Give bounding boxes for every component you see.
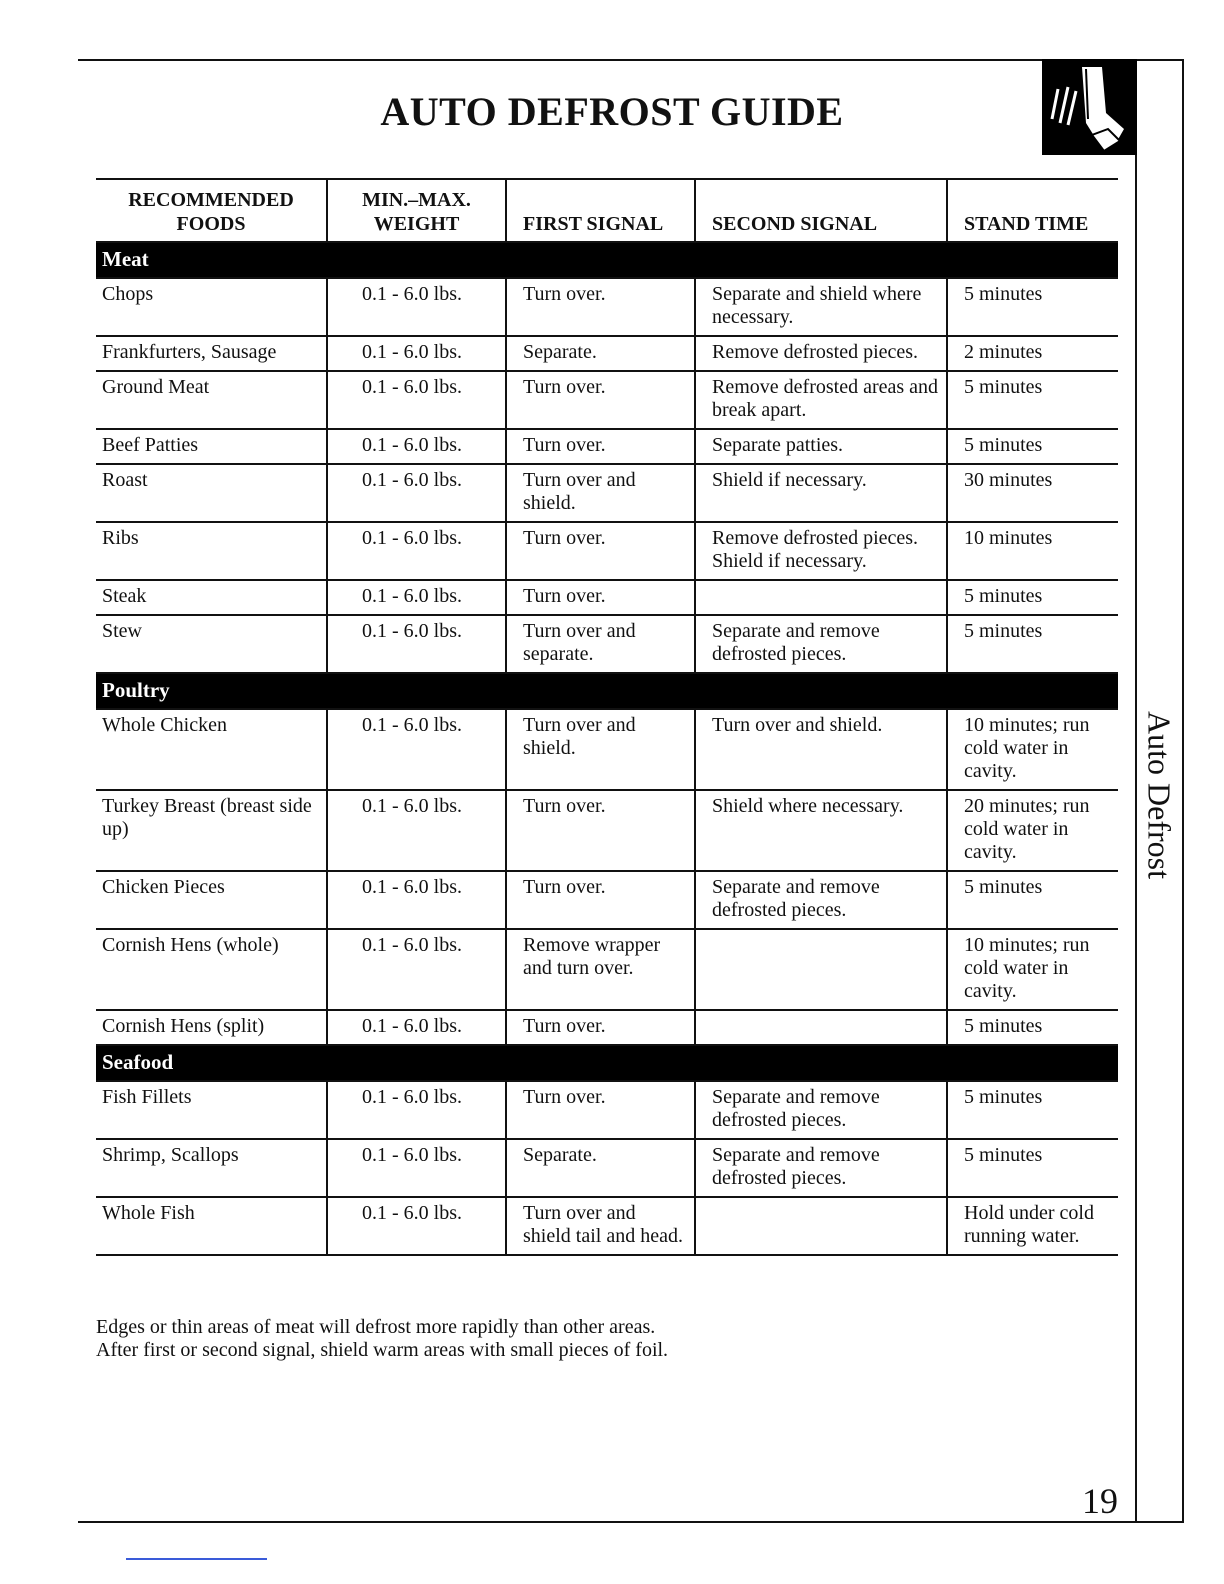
blue-underline-mark (126, 1558, 267, 1560)
header-first-signal: FIRST SIGNAL (506, 179, 695, 242)
stand-time-cell: 5 minutes (947, 580, 1118, 615)
section-row (96, 1045, 1118, 1081)
food-cell: Whole Chicken (96, 709, 327, 790)
stand-time-cell: 5 minutes (947, 615, 1118, 673)
stand-time-cell: 5 minutes (947, 371, 1118, 429)
second-signal-cell: Separate and remove defrosted pieces. (695, 1081, 947, 1139)
food-cell: Ground Meat (96, 371, 327, 429)
header-weight: MIN.–MAX. WEIGHT (327, 179, 506, 242)
side-tab (1136, 600, 1182, 1000)
header-stand-time: STAND TIME (947, 179, 1118, 242)
second-signal-cell: Remove defrosted pieces. Shield if necessary. (695, 522, 947, 580)
table-row (96, 1197, 1118, 1255)
table-row (96, 929, 1118, 1010)
food-cell: Frankfurters, Sausage (96, 336, 327, 371)
second-signal-cell (695, 1010, 947, 1045)
first-signal-cell: Turn over and separate. (506, 615, 695, 673)
food-cell: Chops (96, 278, 327, 336)
second-signal-cell: Remove defrosted pieces. (695, 336, 947, 371)
weight-cell: 0.1 - 6.0 lbs. (327, 336, 506, 371)
weight-cell: 0.1 - 6.0 lbs. (327, 790, 506, 871)
first-signal-cell: Turn over. (506, 278, 695, 336)
food-cell: Steak (96, 580, 327, 615)
food-cell: Chicken Pieces (96, 871, 327, 929)
first-signal-cell: Separate. (506, 1139, 695, 1197)
stand-time-cell: 2 minutes (947, 336, 1118, 371)
header-recommended-foods: RECOMMENDED FOODS (96, 179, 327, 242)
table-row (96, 464, 1118, 522)
table-row (96, 278, 1118, 336)
first-signal-cell: Turn over. (506, 522, 695, 580)
weight-cell: 0.1 - 6.0 lbs. (327, 871, 506, 929)
footnote: Edges or thin areas of meat will defrost more rapidly than other areas. (96, 1316, 656, 1338)
second-signal-cell: Separate and shield where necessary. (695, 278, 947, 336)
stand-time-cell: 30 minutes (947, 464, 1118, 522)
table-row (96, 615, 1118, 673)
weight-cell: 0.1 - 6.0 lbs. (327, 580, 506, 615)
page-number: 19 (1082, 1481, 1118, 1521)
table-row (96, 580, 1118, 615)
section-row (96, 673, 1118, 709)
second-signal-cell: Separate and remove defrosted pieces. (695, 1139, 947, 1197)
table-row (96, 371, 1118, 429)
section-row (96, 242, 1118, 278)
table-row (96, 336, 1118, 371)
second-signal-cell: Separate patties. (695, 429, 947, 464)
first-signal-cell: Turn over. (506, 871, 695, 929)
first-signal-cell: Remove wrapper and turn over. (506, 929, 695, 1010)
first-signal-cell: Turn over. (506, 580, 695, 615)
food-cell: Ribs (96, 522, 327, 580)
table-row (96, 1010, 1118, 1045)
first-signal-cell: Turn over and shield. (506, 464, 695, 522)
weight-cell: 0.1 - 6.0 lbs. (327, 1010, 506, 1045)
stand-time-cell: 5 minutes (947, 871, 1118, 929)
weight-cell: 0.1 - 6.0 lbs. (327, 615, 506, 673)
weight-cell: 0.1 - 6.0 lbs. (327, 371, 506, 429)
weight-cell: 0.1 - 6.0 lbs. (327, 1081, 506, 1139)
second-signal-cell: Separate and remove defrosted pieces. (695, 615, 947, 673)
first-signal-cell: Turn over and shield. (506, 709, 695, 790)
weight-cell: 0.1 - 6.0 lbs. (327, 278, 506, 336)
food-cell: Whole Fish (96, 1197, 327, 1255)
stand-time-cell: 5 minutes (947, 1010, 1118, 1045)
second-signal-cell: Turn over and shield. (695, 709, 947, 790)
first-signal-cell: Turn over. (506, 371, 695, 429)
section-label: Poultry (96, 673, 1118, 709)
weight-cell: 0.1 - 6.0 lbs. (327, 929, 506, 1010)
second-signal-cell (695, 1197, 947, 1255)
bottom-rule (78, 1521, 1184, 1523)
second-signal-cell: Separate and remove defrosted pieces. (695, 871, 947, 929)
stand-time-cell: 5 minutes (947, 1081, 1118, 1139)
weight-cell: 0.1 - 6.0 lbs. (327, 1197, 506, 1255)
table-header-row (96, 179, 1118, 242)
table-row (96, 790, 1118, 871)
second-signal-cell: Shield where necessary. (695, 790, 947, 871)
table-row (96, 709, 1118, 790)
table-row (96, 429, 1118, 464)
food-cell: Cornish Hens (split) (96, 1010, 327, 1045)
second-signal-cell: Remove defrosted areas and break apart. (695, 371, 947, 429)
stand-time-cell: 5 minutes (947, 278, 1118, 336)
food-cell: Cornish Hens (whole) (96, 929, 327, 1010)
side-tab-label: Auto Defrost (1141, 711, 1178, 879)
footnotes (96, 1316, 668, 1362)
stand-time-cell: 5 minutes (947, 429, 1118, 464)
first-signal-cell: Turn over and shield tail and head. (506, 1197, 695, 1255)
food-cell: Shrimp, Scallops (96, 1139, 327, 1197)
stand-time-cell: 5 minutes (947, 1139, 1118, 1197)
table-row (96, 1139, 1118, 1197)
stand-time-cell: 10 minutes (947, 522, 1118, 580)
weight-cell: 0.1 - 6.0 lbs. (327, 709, 506, 790)
weight-cell: 0.1 - 6.0 lbs. (327, 522, 506, 580)
stand-time-cell: 20 minutes; run cold water in cavity. (947, 790, 1118, 871)
stand-time-cell: Hold under cold running water. (947, 1197, 1118, 1255)
food-cell: Turkey Breast (breast side up) (96, 790, 327, 871)
weight-cell: 0.1 - 6.0 lbs. (327, 464, 506, 522)
first-signal-cell: Turn over. (506, 429, 695, 464)
second-signal-cell (695, 929, 947, 1010)
top-rule (78, 59, 1184, 61)
table-row (96, 871, 1118, 929)
auto-defrost-table (96, 178, 1118, 1256)
hand-pressing-button-icon (1042, 59, 1137, 155)
table-row (96, 522, 1118, 580)
right-rule (1182, 59, 1184, 1523)
second-signal-cell (695, 580, 947, 615)
footnote: After first or second signal, shield warm areas with small pieces of foil. (96, 1339, 669, 1361)
page-title: AUTO DEFROST GUIDE (380, 89, 844, 134)
food-cell: Beef Patties (96, 429, 327, 464)
header-second-signal: SECOND SIGNAL (695, 179, 947, 242)
weight-cell: 0.1 - 6.0 lbs. (327, 1139, 506, 1197)
first-signal-cell: Separate. (506, 336, 695, 371)
first-signal-cell: Turn over. (506, 790, 695, 871)
food-cell: Stew (96, 615, 327, 673)
first-signal-cell: Turn over. (506, 1010, 695, 1045)
section-label: Meat (96, 242, 1118, 278)
food-cell: Fish Fillets (96, 1081, 327, 1139)
stand-time-cell: 10 minutes; run cold water in cavity. (947, 929, 1118, 1010)
stand-time-cell: 10 minutes; run cold water in cavity. (947, 709, 1118, 790)
food-cell: Roast (96, 464, 327, 522)
weight-cell: 0.1 - 6.0 lbs. (327, 429, 506, 464)
section-label: Seafood (96, 1045, 1118, 1081)
first-signal-cell: Turn over. (506, 1081, 695, 1139)
second-signal-cell: Shield if necessary. (695, 464, 947, 522)
table-row (96, 1081, 1118, 1139)
